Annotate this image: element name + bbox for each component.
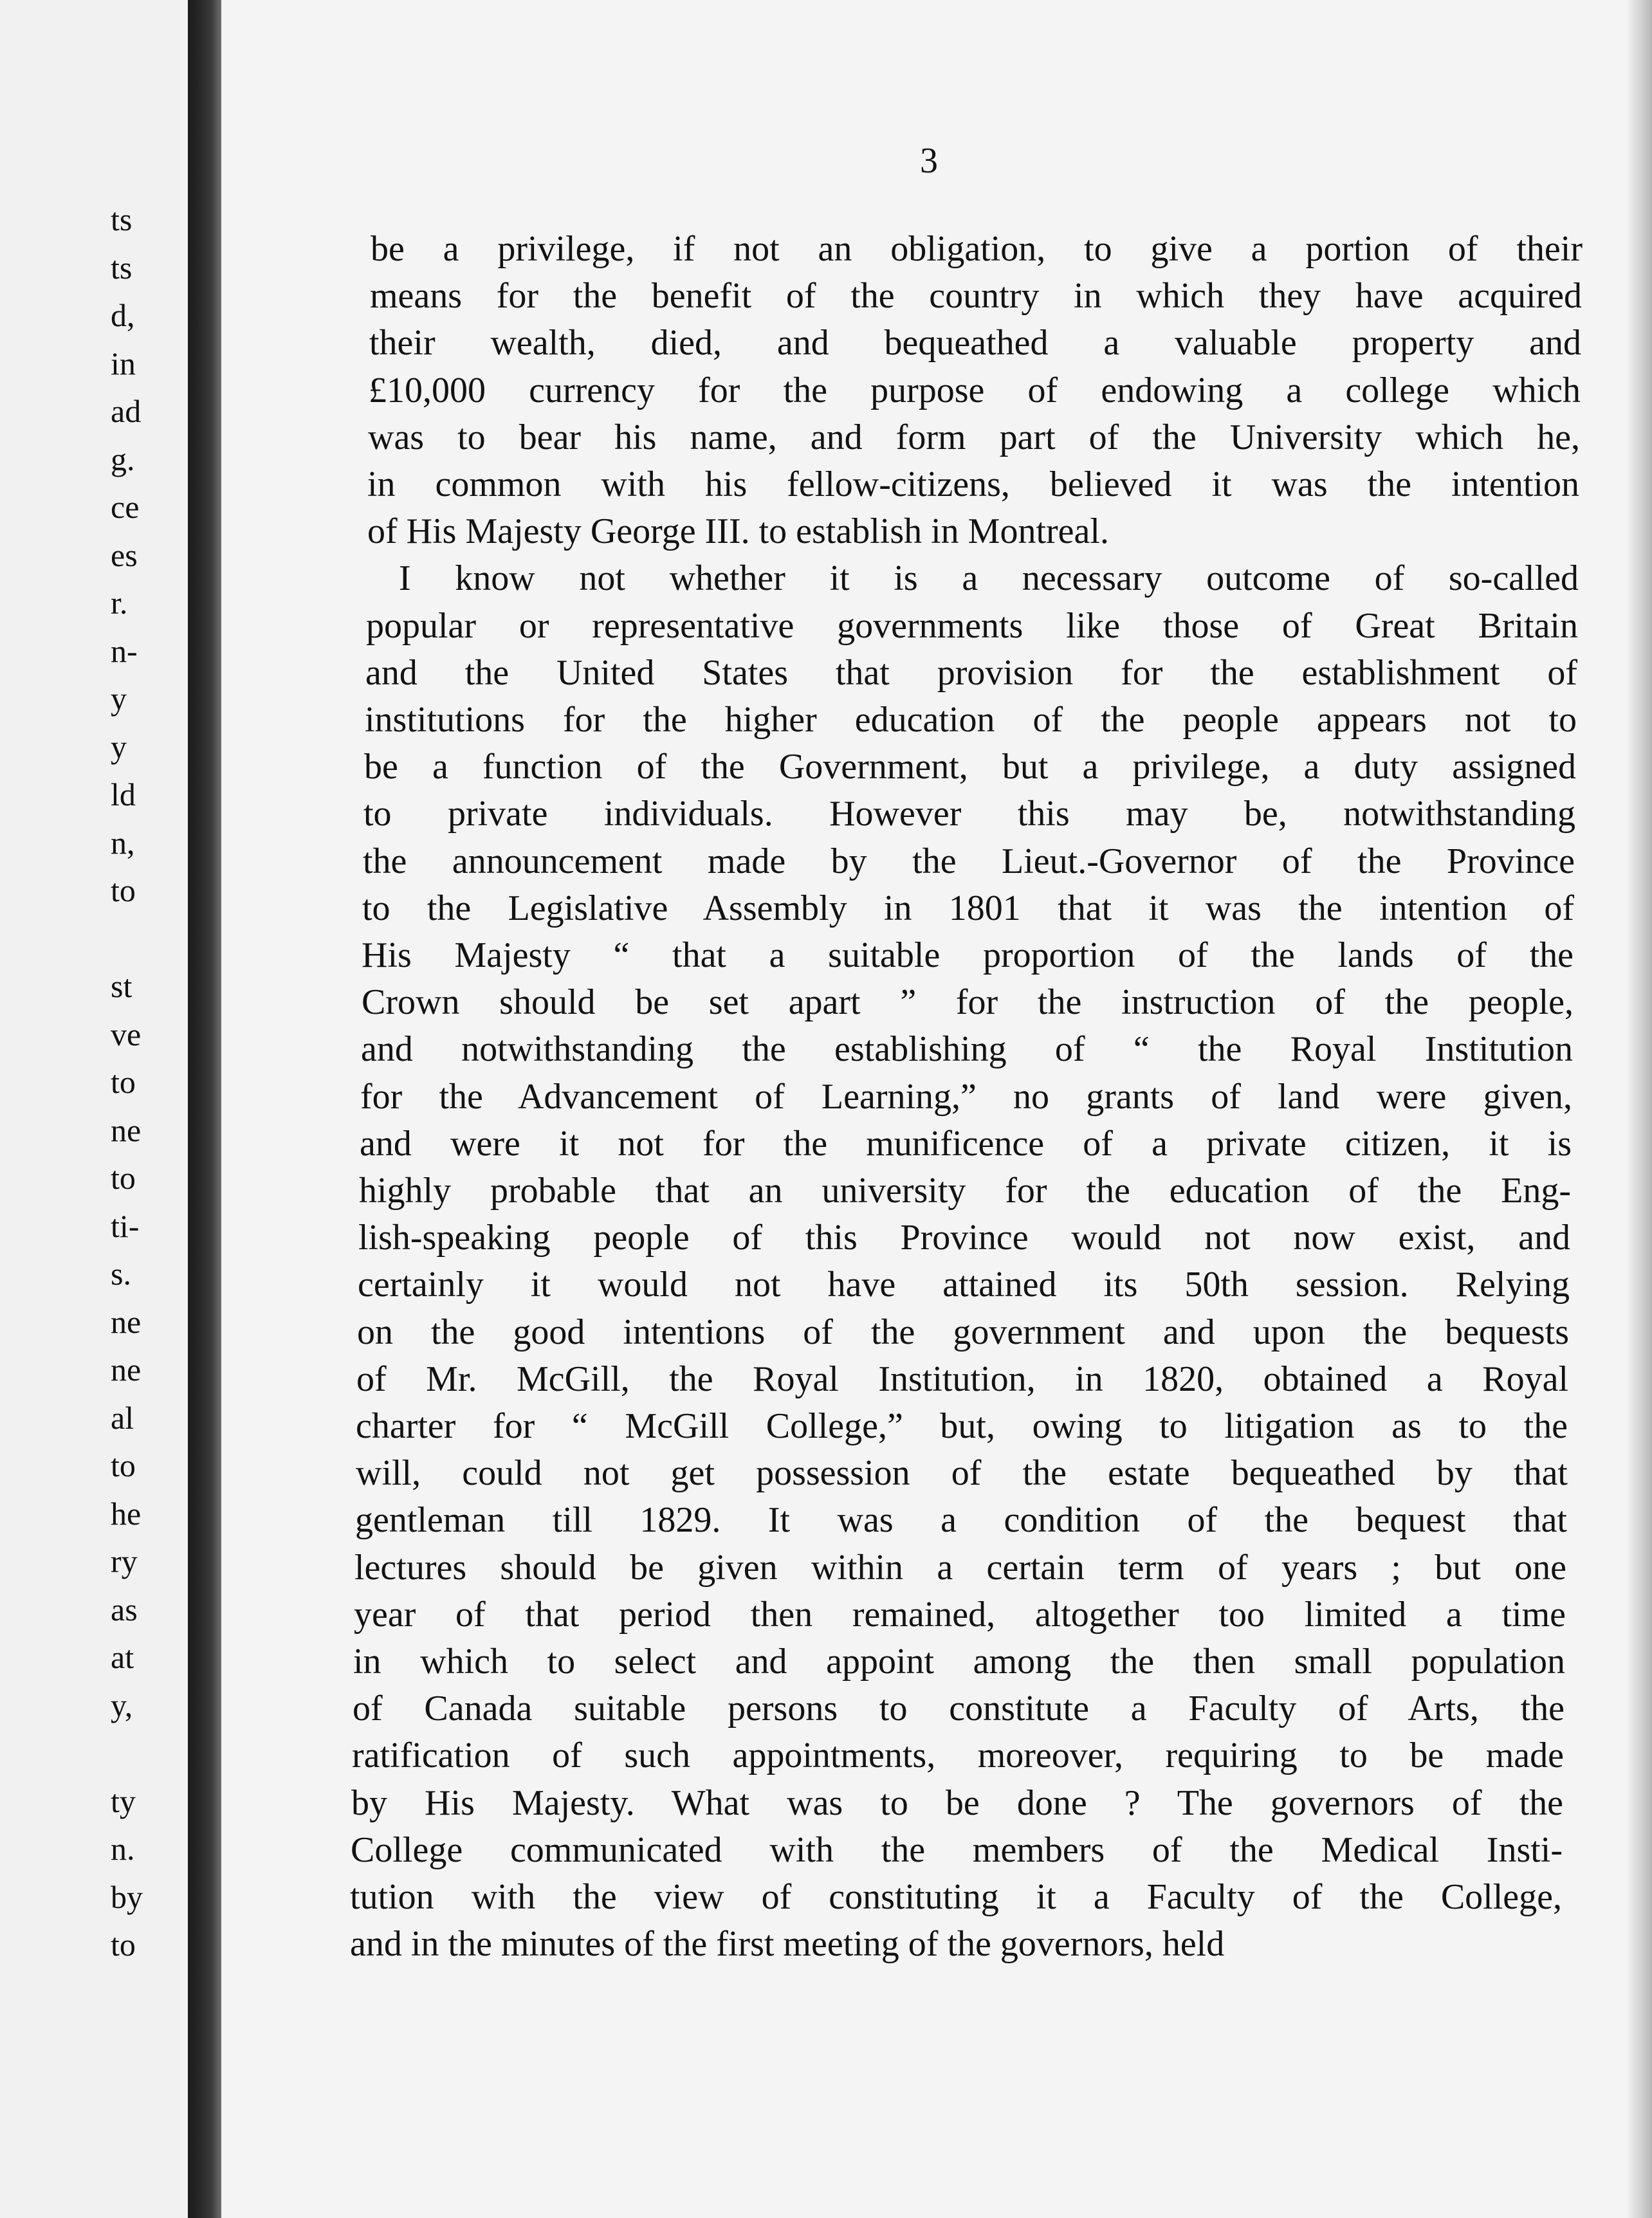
text-line: and in the minutes of the first meeting of the governors, held (350, 1924, 1225, 1965)
left-page-fragment: y, (111, 1687, 133, 1723)
left-page-fragment: n. (111, 1831, 135, 1867)
text-line: College communicated with the members of the Medical Insti- (351, 1829, 1563, 1870)
text-line: be a privilege, if not an obligation, to give a portion of their (371, 229, 1583, 269)
text-line: lish-speaking people of this Province would not now exist, and (358, 1218, 1570, 1258)
text-line: gentleman till 1829. It was a condition of the bequest that (355, 1500, 1567, 1541)
text-line: for the Advancement of Learning,” no grants of land were given, (360, 1076, 1572, 1117)
left-page-fragment: to (111, 1447, 136, 1483)
left-page-fragment: ld (111, 776, 136, 812)
text-line: means for the benefit of the country in which they have acquired (370, 276, 1582, 316)
left-page-fragment: ne (111, 1352, 142, 1388)
left-page-fragment: to (111, 1064, 136, 1100)
left-page-fragment: ne (111, 1112, 142, 1148)
text-line: year of that period then remained, altogether too limited a time (354, 1594, 1566, 1635)
text-line: tution with the view of constituting it a Faculty of the College, (350, 1877, 1562, 1917)
page-edge-shadow (1626, 0, 1652, 2218)
left-page-fragment: y (111, 681, 127, 717)
left-page-fragment: ve (111, 1016, 142, 1052)
left-page-fragment: he (111, 1495, 142, 1532)
text-line: His Majesty “ that a suitable proportion of the lands of the (362, 935, 1574, 975)
text-line: and the United States that provision for the establishment of (365, 652, 1577, 693)
left-page-fragment: g. (111, 441, 135, 477)
text-line: £10,000 currency for the purpose of endowing a college which (369, 370, 1581, 410)
left-page-fragment: ce (111, 489, 140, 525)
left-page-fragment: at (111, 1639, 134, 1675)
left-page-fragment: to (111, 872, 136, 908)
book-page (221, 0, 1652, 2218)
text-line: their wealth, died, and bequeathed a valuable property and (369, 323, 1581, 363)
text-line: be a function of the Government, but a privilege, a duty assigned (364, 747, 1576, 787)
left-page-fragment: in (111, 345, 136, 381)
text-line: Crown should be set apart ” for the instruction of the people, (362, 982, 1574, 1023)
text-line: and were it not for the munificence of a private citizen, it is (360, 1123, 1572, 1164)
left-page-fragment: ty (111, 1783, 136, 1819)
text-line: I know not whether it is a necessary outcome of so-called (399, 558, 1579, 599)
text-line: the announcement made by the Lieut.-Governor of the Province (363, 841, 1575, 881)
left-page-fragment: d, (111, 297, 135, 333)
text-line: to private individuals. However this may be, notwithstanding (363, 794, 1575, 834)
text-line: in which to select and appoint among the then small population (353, 1642, 1565, 1682)
text-line: ratification of such appointments, moreover, requiring to be made (352, 1736, 1564, 1776)
left-page-fragment: n- (111, 632, 138, 669)
text-line: will, could not get possession of the estate bequeathed by that (356, 1453, 1568, 1494)
left-page-fragment: ts (111, 201, 133, 237)
text-line: was to bear his name, and form part of the University which he, (368, 417, 1580, 457)
book-gutter (188, 0, 221, 2218)
left-page-fragment: ne (111, 1303, 142, 1340)
text-line: to the Legislative Assembly in 1801 that it was the intention of (362, 888, 1574, 928)
text-line: certainly it would not have attained its 50th session. Relying (358, 1265, 1570, 1305)
left-page-fragment: st (111, 968, 133, 1004)
text-line: in common with his fellow-citizens, believed it was the intention (367, 464, 1579, 504)
left-page-fragment: as (111, 1591, 138, 1627)
text-line: institutions for the higher education of the people appears not to (365, 700, 1577, 740)
left-page-fragment: to (111, 1927, 136, 1963)
text-line: of Mr. McGill, the Royal Institution, in 1820, obtained a Royal (356, 1359, 1568, 1399)
left-page-fragment: ad (111, 393, 142, 429)
left-facing-page (0, 0, 188, 2218)
text-line: popular or representative governments like those of Great Britain (366, 605, 1578, 646)
page-number: 3 (920, 141, 938, 181)
text-line: of Canada suitable persons to constitute a Faculty of Arts, the (353, 1689, 1565, 1729)
left-page-fragment: ry (111, 1543, 138, 1579)
text-line: highly probable that an university for the education of the Eng- (359, 1171, 1571, 1211)
left-page-fragment: to (111, 1160, 136, 1196)
left-page-fragment: ti- (111, 1207, 140, 1244)
text-line: by His Majesty. What was to be done ? The governors of the (351, 1783, 1563, 1823)
text-line: of His Majesty George III. to establish in Montreal. (367, 511, 1109, 552)
left-page-fragment: n, (111, 824, 135, 861)
left-page-fragment: es (111, 536, 138, 573)
text-line: charter for “ McGill College,” but, owing to litigation as to the (356, 1406, 1568, 1446)
left-page-fragment: ts (111, 249, 133, 286)
text-line: on the good intentions of the government and upon the bequests (357, 1312, 1569, 1352)
left-page-fragment: r. (111, 585, 128, 621)
left-page-fragment: y (111, 728, 127, 765)
text-line: and notwithstanding the establishing of “ the Royal Institution (361, 1029, 1573, 1070)
left-page-fragment: al (111, 1399, 134, 1436)
left-page-fragment: s. (111, 1256, 131, 1292)
left-page-fragment: by (111, 1878, 143, 1915)
text-line: lectures should be given within a certain term of years ; but one (354, 1547, 1566, 1588)
